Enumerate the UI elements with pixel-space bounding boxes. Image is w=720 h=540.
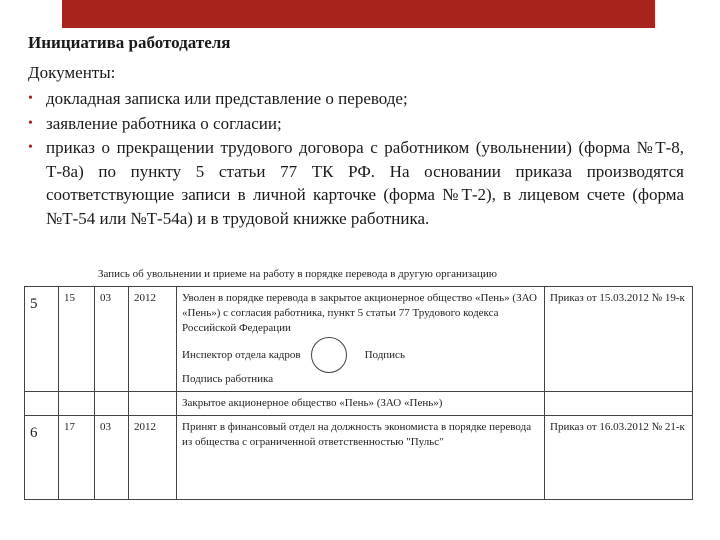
empty-cell [545,392,693,416]
empty-cell [129,392,177,416]
list-item [28,87,684,111]
record-text-cell [177,287,545,392]
record-month: 03 [95,416,129,500]
seal-icon [311,337,347,373]
table-caption: Запись об увольнении и приеме на работу в порядке перевода в другую организацию [98,268,497,280]
list-item [28,112,684,136]
company-name: Закрытое акционерное общество «Пень» (ЗАО «Пень») [177,392,545,416]
worker-signature-label: Подпись работника [182,373,274,385]
header-accent-bar [62,0,655,28]
record-day: 15 [59,287,95,392]
table-row [25,287,693,392]
record-year: 2012 [129,416,177,500]
documents-list [28,87,684,231]
bullet-icon: • [28,115,33,131]
record-day: 17 [59,416,95,500]
record-text: Уволен в порядке перевода в закрытое акционерное общество «Пень» (ЗАО «Пень») с согласия работника, пункт 5 статьи 77 Трудового кодекса Российской Федерации [182,292,537,334]
bullet-icon: • [28,91,33,106]
empty-cell [25,392,59,416]
employment-record-table [24,286,693,500]
list-item-text: докладная записка или представление о переводе; [46,89,408,108]
list-item-text: приказ о прекращении трудового договора с работником (увольнении) (форма №Т-8, Т-8а) по пункту 5 статьи 77 ТК РФ. На основании приказа производятся соответствующие записи в личной карточке (форма №Т-2), в лицевом счете (форма №Т-54 или №Т-54а) и в трудовой книжке работника. [46,138,684,228]
record-year: 2012 [129,287,177,392]
empty-cell [95,392,129,416]
record-number: 5 [25,287,59,392]
record-number: 6 [25,416,59,500]
inspector-label: Инспектор отдела кадров [182,348,301,361]
empty-cell [59,392,95,416]
list-item [28,136,684,230]
record-order: Приказ от 15.03.2012 № 19-к [545,287,693,392]
record-text: Принят в финансовый отдел на должность экономиста в порядке перевода из общества с ограниченной ответственностью "Пульс" [177,416,545,500]
page-title: Инициатива работодателя [28,33,231,52]
documents-heading: Документы: [28,63,116,82]
list-item-text: заявление работника о согласии; [46,113,282,133]
record-month: 03 [95,287,129,392]
table-row [25,392,693,416]
signature-row [182,340,539,370]
signature-label: Подпись [364,348,405,361]
record-order: Приказ от 16.03.2012 № 21-к [545,416,693,500]
bullet-icon: • [28,140,33,155]
table-row [25,416,693,500]
